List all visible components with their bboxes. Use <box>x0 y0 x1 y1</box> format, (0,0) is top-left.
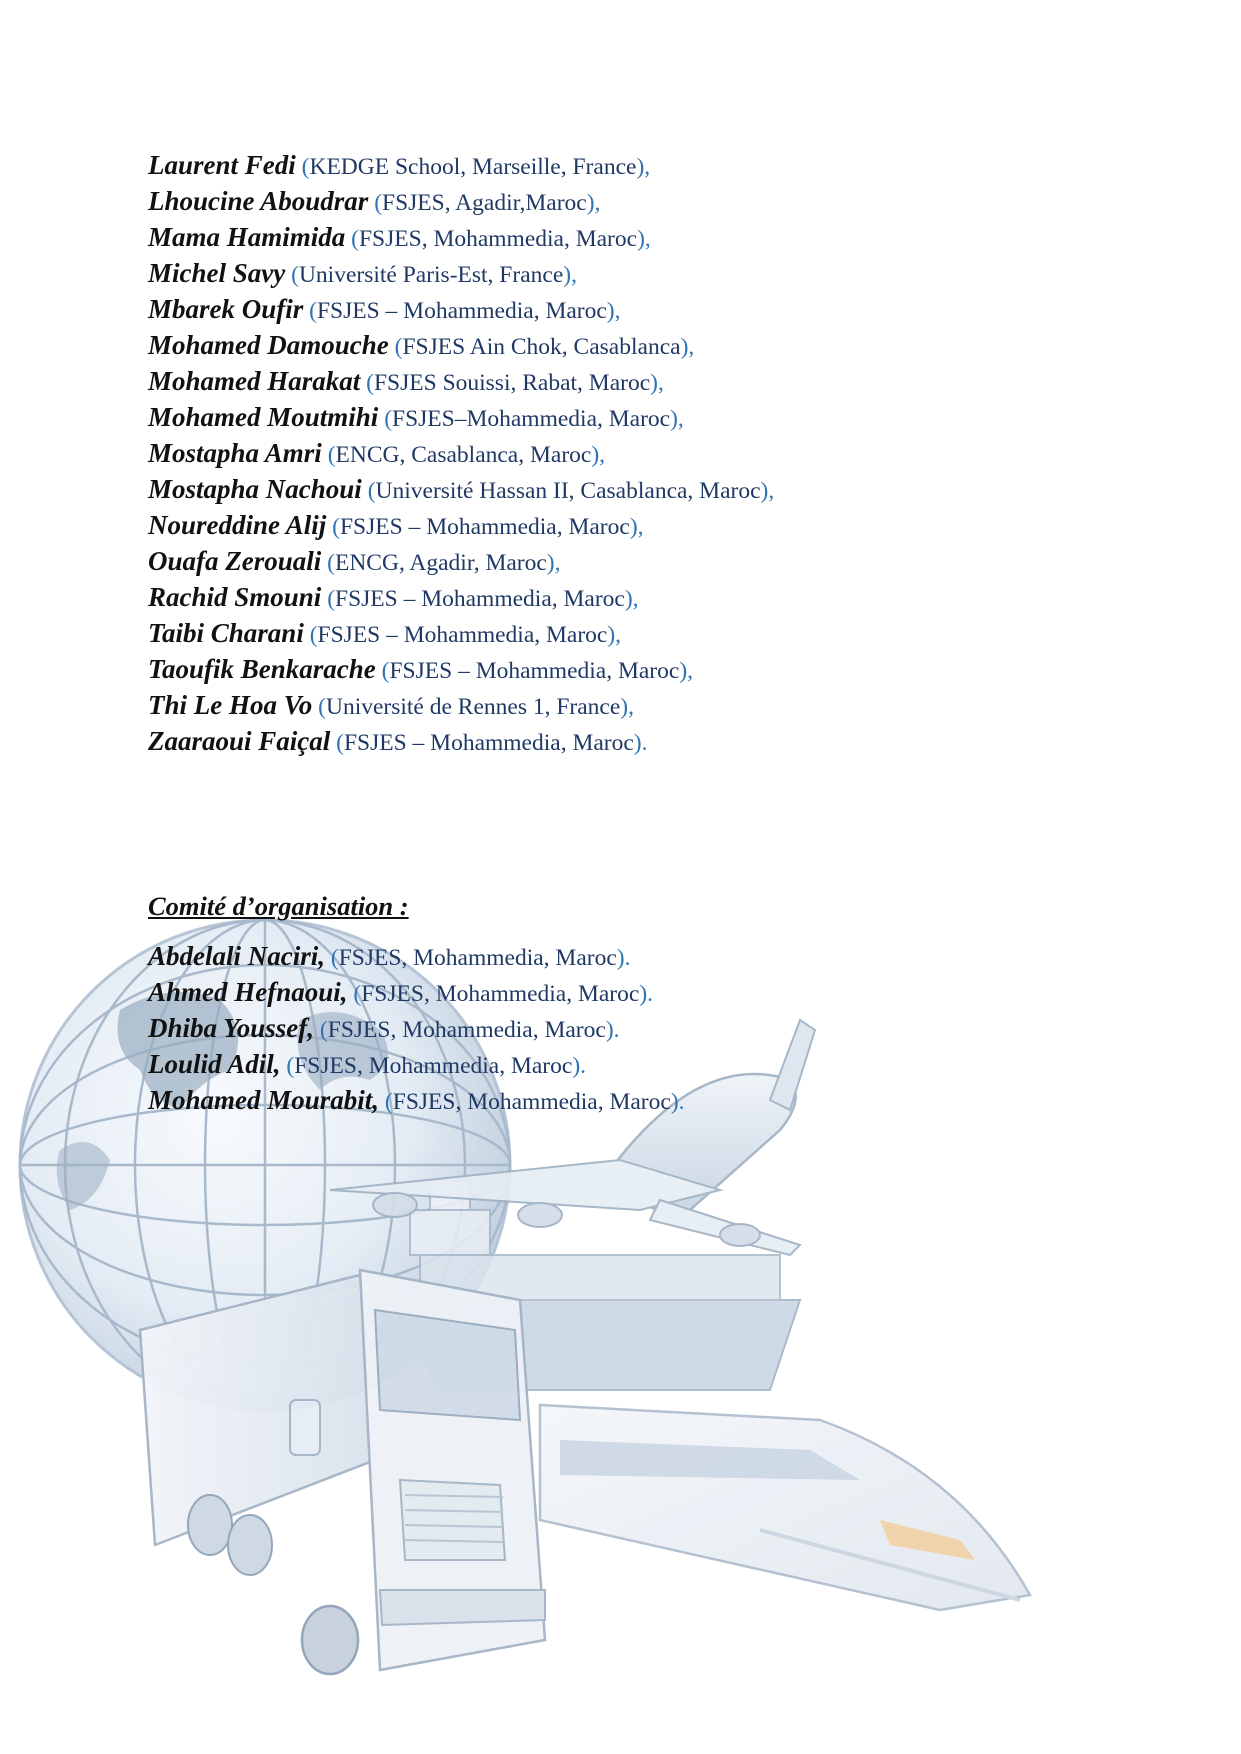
organizer-name: Dhiba Youssef, <box>148 1013 315 1043</box>
member-name: Mostapha Amri <box>148 438 322 468</box>
member-name: Zaaraoui Faiçal <box>148 726 331 756</box>
member-name: Mostapha Nachoui <box>148 474 362 504</box>
member-line: Laurent Fedi (KEDGE School, Marseille, France), <box>148 150 651 180</box>
member-line: Rachid Smouni (FSJES – Mohammedia, Maroc), <box>148 582 639 612</box>
member-name: Mohamed Damouche <box>148 330 389 360</box>
member-name: Noureddine Alij <box>148 510 327 540</box>
member-affiliation: KEDGE School, Marseille, France <box>309 154 637 180</box>
member-line: Mohamed Harakat (FSJES Souissi, Rabat, Maroc), <box>148 366 664 396</box>
member-line: Mohamed Damouche (FSJES Ain Chok, Casablanca), <box>148 330 695 360</box>
member-affiliation: FSJES, Agadir,Maroc <box>382 190 587 216</box>
organizer-line: Mohamed Mourabit, (FSJES, Mohammedia, Maroc). <box>148 1085 685 1115</box>
member-affiliation: FSJES – Mohammedia, Maroc <box>389 658 680 684</box>
member-line: Mostapha Amri (ENCG, Casablanca, Maroc), <box>148 438 606 468</box>
member-name: Mama Hamimida <box>148 222 346 252</box>
member-line: Michel Savy (Université Paris-Est, France), <box>148 258 577 288</box>
member-line: Taibi Charani (FSJES – Mohammedia, Maroc), <box>148 618 622 648</box>
member-line: Taoufik Benkarache (FSJES – Mohammedia, Maroc), <box>148 654 694 684</box>
member-line: Ouafa Zerouali (ENCG, Agadir, Maroc), <box>148 546 561 576</box>
member-affiliation: Université Paris-Est, France <box>298 262 564 288</box>
organizer-line: Ahmed Hefnaoui, (FSJES, Mohammedia, Maroc). <box>148 977 654 1007</box>
member-line: Zaaraoui Faiçal (FSJES – Mohammedia, Maroc). <box>148 726 648 756</box>
organizer-name: Mohamed Mourabit, <box>148 1085 380 1115</box>
member-line: Mohamed Moutmihi (FSJES–Mohammedia, Maroc), <box>148 402 684 432</box>
organizer-affiliation: FSJES, Mohammedia, Maroc <box>392 1089 671 1115</box>
organizer-name: Loulid Adil, <box>148 1049 281 1079</box>
member-name: Lhoucine Aboudrar <box>148 186 369 216</box>
member-affiliation: FSJES Souissi, Rabat, Maroc <box>373 370 651 396</box>
member-affiliation: Université de Rennes 1, France <box>325 694 621 720</box>
member-name: Taibi Charani <box>148 618 304 648</box>
member-affiliation: Université Hassan II, Casablanca, Maroc <box>375 478 761 504</box>
member-affiliation: FSJES Ain Chok, Casablanca <box>402 334 681 360</box>
member-affiliation: FSJES – Mohammedia, Maroc <box>317 622 608 648</box>
member-name: Rachid Smouni <box>148 582 322 612</box>
organizer-affiliation: FSJES, Mohammedia, Maroc <box>294 1053 573 1079</box>
organizer-name: Ahmed Hefnaoui, <box>148 977 348 1007</box>
organizer-affiliation: FSJES, Mohammedia, Maroc <box>338 945 617 971</box>
member-affiliation: FSJES – Mohammedia, Maroc <box>343 730 634 756</box>
member-line: Mostapha Nachoui (Université Hassan II, Casablanca, Maroc), <box>148 474 775 504</box>
member-affiliation: FSJES–Mohammedia, Maroc <box>392 406 671 432</box>
member-name: Thi Le Hoa Vo <box>148 690 313 720</box>
member-affiliation: FSJES – Mohammedia, Maroc <box>335 586 625 612</box>
organizer-affiliation: FSJES, Mohammedia, Maroc <box>327 1017 606 1043</box>
member-name: Taoufik Benkarache <box>148 654 376 684</box>
member-name: Mohamed Harakat <box>148 366 361 396</box>
member-name: Ouafa Zerouali <box>148 546 322 576</box>
organizer-affiliation: FSJES, Mohammedia, Maroc <box>361 981 640 1007</box>
truck-graphic <box>140 1270 545 1674</box>
organizing-committee-heading: Comité d’organisation : <box>148 891 409 921</box>
member-line: Lhoucine Aboudrar (FSJES, Agadir,Maroc), <box>148 186 601 216</box>
member-name: Michel Savy <box>148 258 286 288</box>
member-line: Mbarek Oufir (FSJES – Mohammedia, Maroc), <box>148 294 621 324</box>
organizer-name: Abdelali Naciri, <box>148 941 325 971</box>
member-line: Noureddine Alij (FSJES – Mohammedia, Maroc), <box>148 510 644 540</box>
organizer-line: Abdelali Naciri, (FSJES, Mohammedia, Maroc). <box>148 941 631 971</box>
member-affiliation: FSJES – Mohammedia, Maroc <box>316 298 607 324</box>
member-affiliation: FSJES – Mohammedia, Maroc <box>339 514 630 540</box>
member-name: Mohamed Moutmihi <box>148 402 379 432</box>
member-affiliation: ENCG, Casablanca, Maroc <box>335 442 592 468</box>
member-affiliation: ENCG, Agadir, Maroc <box>334 550 547 576</box>
train-graphic <box>540 1405 1030 1610</box>
member-name: Laurent Fedi <box>148 150 296 180</box>
member-line: Thi Le Hoa Vo (Université de Rennes 1, France), <box>148 690 634 720</box>
organizer-line: Dhiba Youssef, (FSJES, Mohammedia, Maroc). <box>148 1013 620 1043</box>
member-name: Mbarek Oufir <box>148 294 304 324</box>
member-affiliation: FSJES, Mohammedia, Maroc <box>358 226 638 252</box>
member-line: Mama Hamimida (FSJES, Mohammedia, Maroc), <box>148 222 651 252</box>
organizer-line: Loulid Adil, (FSJES, Mohammedia, Maroc). <box>148 1049 587 1079</box>
